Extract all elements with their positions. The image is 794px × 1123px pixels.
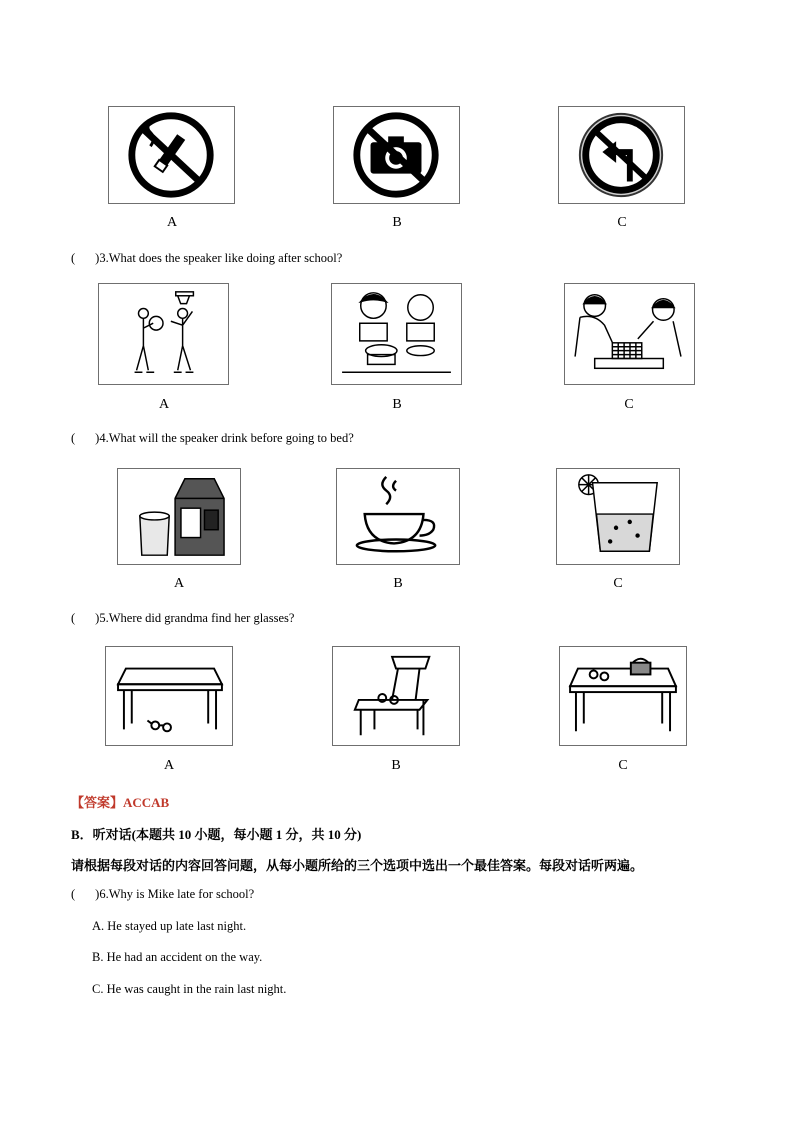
q6-option-a: A. He stayed up late last night.	[92, 919, 247, 933]
question-4	[71, 431, 354, 446]
sign-no-camera-image	[333, 106, 460, 204]
answer-blank-open: (	[71, 431, 76, 445]
question-3-text: 3.What does the speaker like doing after school?	[99, 251, 343, 265]
q5-option-c-label: C	[618, 758, 628, 773]
question-5	[71, 611, 294, 626]
coffee-cup-icon	[337, 469, 459, 564]
q5-option-a-label: A	[163, 758, 175, 773]
q4-option-b-label: B	[393, 576, 403, 591]
sign-option-a-label: A	[166, 215, 178, 230]
answer-blank-close: )	[95, 251, 100, 265]
kids-playing-chess-icon	[565, 284, 694, 384]
question-4-text: 4.What will the speaker drink before going to bed?	[99, 431, 354, 445]
sign-no-smoking-image	[108, 106, 235, 204]
lemonade-glass-icon	[557, 469, 679, 564]
cooking-image	[331, 283, 462, 385]
answer-blank-open: (	[71, 251, 76, 265]
question-3	[71, 251, 342, 266]
milk-carton-icon	[118, 469, 240, 564]
section-b-instruction: 请根据每段对话的内容回答问题，从每小题所给的三个选项中选出一个最佳答案。每段对话听两遍。	[71, 858, 644, 873]
q3-option-c-label: C	[624, 397, 634, 412]
no-smoking-icon	[109, 107, 234, 203]
q6-option-c: C. He was caught in the rain last night.	[92, 982, 287, 996]
glasses-under-table-image	[105, 646, 233, 746]
q3-option-a-label: A	[158, 397, 170, 412]
table-glasses-floor-icon	[106, 647, 232, 745]
answer-blank-open: (	[71, 887, 76, 901]
glasses-on-chair-image	[332, 646, 460, 746]
basketball-image	[98, 283, 229, 385]
question-6-text: 6.Why is Mike late for school?	[99, 887, 255, 901]
table-glasses-phone-icon	[560, 647, 686, 745]
milk-image	[117, 468, 241, 565]
basketball-players-icon	[99, 284, 228, 384]
answer-blank-close: )	[95, 887, 100, 901]
sign-no-left-turn-image	[558, 106, 685, 204]
no-camera-icon	[334, 107, 459, 203]
answer-blank-close: )	[95, 431, 100, 445]
chess-image	[564, 283, 695, 385]
kids-cooking-icon	[332, 284, 461, 384]
q4-option-c-label: C	[613, 576, 623, 591]
question-5-text: 5.Where did grandma find her glasses?	[99, 611, 295, 625]
glasses-on-table-image	[559, 646, 687, 746]
answer-key: 【答案】ACCAB	[71, 795, 170, 810]
no-left-turn-icon	[559, 107, 684, 203]
chair-glasses-icon	[333, 647, 459, 745]
coffee-image	[336, 468, 460, 565]
lemonade-image	[556, 468, 680, 565]
section-b-title: B．听对话(本题共 10 小题，每小题 1 分，共 10 分)	[71, 827, 362, 842]
q5-option-b-label: B	[391, 758, 401, 773]
sign-option-c-label: C	[617, 215, 627, 230]
q3-option-b-label: B	[392, 397, 402, 412]
answer-blank-open: (	[71, 611, 76, 625]
q6-option-b: B. He had an accident on the way.	[92, 950, 263, 964]
question-6	[71, 887, 254, 902]
q4-option-a-label: A	[173, 576, 185, 591]
sign-option-b-label: B	[392, 215, 402, 230]
answer-blank-close: )	[95, 611, 100, 625]
